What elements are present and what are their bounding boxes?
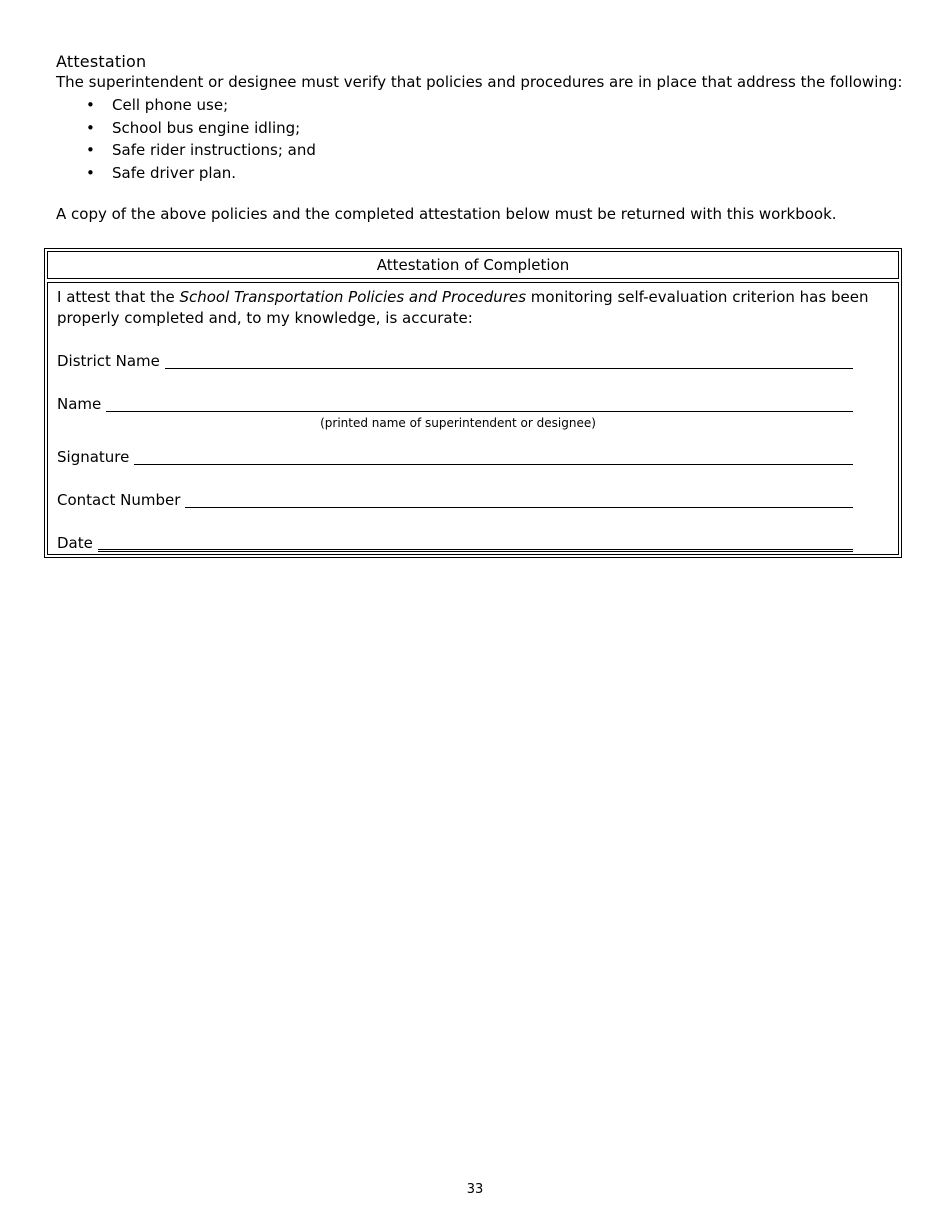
- attestation-statement: [57, 287, 889, 329]
- list-item-text: Cell phone use;: [112, 96, 229, 114]
- list-item: [56, 94, 902, 117]
- form-title: Attestation of Completion: [47, 251, 899, 279]
- contact-number-line[interactable]: [185, 493, 853, 508]
- contact-number-label: Contact Number: [57, 491, 181, 509]
- bullet-icon: •: [86, 96, 95, 114]
- name-label: Name: [57, 395, 102, 413]
- list-item-text: Safe rider instructions; and: [112, 141, 316, 159]
- bullet-icon: •: [86, 163, 95, 182]
- attestation-form: [44, 248, 902, 558]
- statement-suffix: monitoring self-evaluation criterion has been properly completed and, to my knowledge, is accurate:: [57, 288, 869, 327]
- copy-note: A copy of the above policies and the completed attestation below must be returned with this workbook.: [56, 205, 837, 223]
- list-item: [56, 162, 902, 185]
- section-heading: Attestation: [56, 52, 147, 71]
- name-caption: (printed name of superintendent or designee): [320, 416, 596, 430]
- name-line[interactable]: [106, 397, 853, 412]
- district-name-line[interactable]: [165, 354, 853, 369]
- statement-prefix: I attest that the: [57, 288, 180, 306]
- policy-list: [56, 94, 902, 184]
- statement-title: School Transportation Policies and Procedures: [179, 288, 527, 306]
- date-label: Date: [57, 534, 93, 552]
- list-item-text: School bus engine idling;: [112, 118, 301, 137]
- page-content: [56, 52, 902, 224]
- name-field[interactable]: [57, 395, 853, 413]
- signature-label: Signature: [57, 448, 130, 466]
- intro-text: The superintendent or designee must verify that policies and procedures are in place that address the following:: [56, 73, 903, 91]
- form-body: [47, 282, 899, 555]
- bullet-icon: •: [86, 118, 95, 137]
- page-number: 33: [466, 1182, 484, 1197]
- bullet-icon: •: [86, 141, 95, 159]
- signature-line[interactable]: [134, 450, 853, 465]
- contact-number-field[interactable]: [57, 491, 853, 509]
- signature-field[interactable]: [57, 448, 853, 466]
- date-field[interactable]: [57, 534, 853, 552]
- date-line[interactable]: [98, 537, 853, 552]
- list-item: [56, 139, 902, 162]
- district-name-field[interactable]: [57, 352, 853, 370]
- district-name-label: District Name: [57, 352, 160, 370]
- list-item-text: Safe driver plan.: [112, 163, 237, 182]
- list-item: [56, 117, 902, 140]
